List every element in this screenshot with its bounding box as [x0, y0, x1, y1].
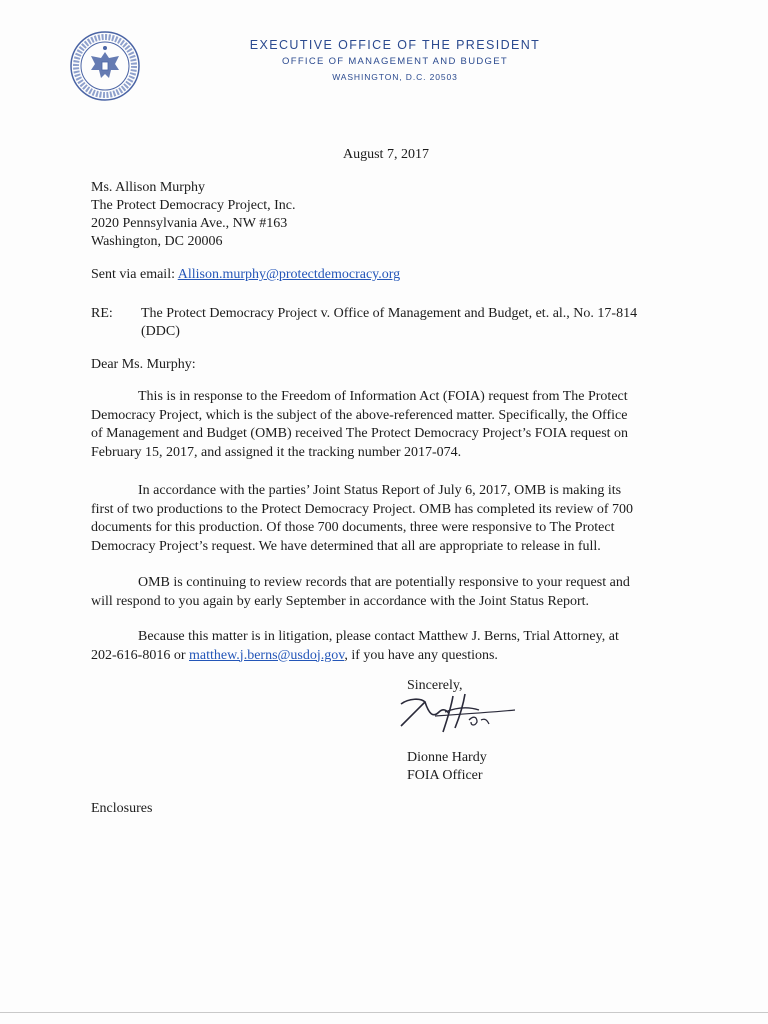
recipient-organization: The Protect Democracy Project, Inc.	[91, 198, 296, 213]
recipient-street: 2020 Pennsylvania Ave., NW #163	[91, 216, 288, 231]
sent-via-line	[91, 266, 400, 284]
paragraph-3-line: will respond to you again by early September in accordance with the Joint Status Report.	[91, 593, 590, 609]
letterhead-office: OFFICE OF MANAGEMENT AND BUDGET	[282, 56, 508, 67]
presidential-seal-icon	[69, 30, 141, 102]
signer-name: Dionne Hardy	[407, 750, 487, 765]
paragraph-2	[91, 482, 633, 556]
recipient-city: Washington, DC 20006	[91, 234, 223, 249]
re-subject-line1: The Protect Democracy Project v. Office of Management and Budget, et. al., No. 17-814	[141, 306, 638, 321]
paragraph-4	[91, 628, 619, 665]
letter-date: August 7, 2017	[343, 147, 429, 162]
paragraph-4-text: , if you have any questions.	[344, 647, 498, 663]
handwritten-signature	[395, 690, 520, 740]
recipient-email-link[interactable]: Allison.murphy@protectdemocracy.org	[177, 267, 401, 282]
letterhead-title: EXECUTIVE OFFICE OF THE PRESIDENT	[249, 38, 541, 52]
paragraph-1-line: Democracy Project, which is the subject of the above-referenced matter. Specifically, the Office	[91, 407, 628, 423]
paragraph-2-line: documents for this production. Of those 700 documents, three were responsive to The Protect	[91, 520, 615, 535]
attorney-email-link[interactable]: matthew.j.berns@usdoj.gov	[189, 647, 345, 663]
enclosures-note: Enclosures	[91, 801, 153, 816]
paragraph-3	[91, 574, 630, 611]
re-label: RE:	[91, 306, 113, 321]
sent-via-label: Sent via email:	[91, 267, 175, 282]
salutation: Dear Ms. Murphy:	[91, 357, 196, 372]
letterhead-address: WASHINGTON, D.C. 20503	[332, 72, 458, 82]
paragraph-2-line: first of two productions to the Protect Democracy Project. OMB has completed its review of 700	[91, 501, 633, 517]
closing: Sincerely,	[407, 678, 463, 693]
paragraph-2-line: In accordance with the parties’ Joint Status Report of July 6, 2017, OMB is making its	[138, 483, 622, 498]
paragraph-4-line	[91, 647, 619, 666]
paragraph-3-line: OMB is continuing to review records that are potentially responsive to your request and	[138, 575, 630, 590]
paragraph-4-text: 202-616-8016 or	[91, 647, 189, 663]
paragraph-2-line: Democracy Project’s request. We have determined that all are appropriate to release in full.	[91, 538, 601, 554]
paragraph-1-line: of Management and Budget (OMB) received The Protect Democracy Project’s FOIA request on	[91, 426, 629, 441]
signer-title: FOIA Officer	[407, 768, 483, 783]
paragraph-1	[91, 388, 628, 462]
paragraph-1-line: This is in response to the Freedom of Information Act (FOIA) request from The Protect	[138, 389, 628, 404]
paragraph-4-line: Because this matter is in litigation, please contact Matthew J. Berns, Trial Attorney, at	[138, 629, 619, 644]
paragraph-1-line: February 15, 2017, and assigned it the tracking number 2017-074.	[91, 444, 462, 460]
page-edge-divider	[0, 1012, 768, 1013]
recipient-name: Ms. Allison Murphy	[91, 180, 205, 195]
re-subject-line2: (DDC)	[141, 324, 180, 339]
